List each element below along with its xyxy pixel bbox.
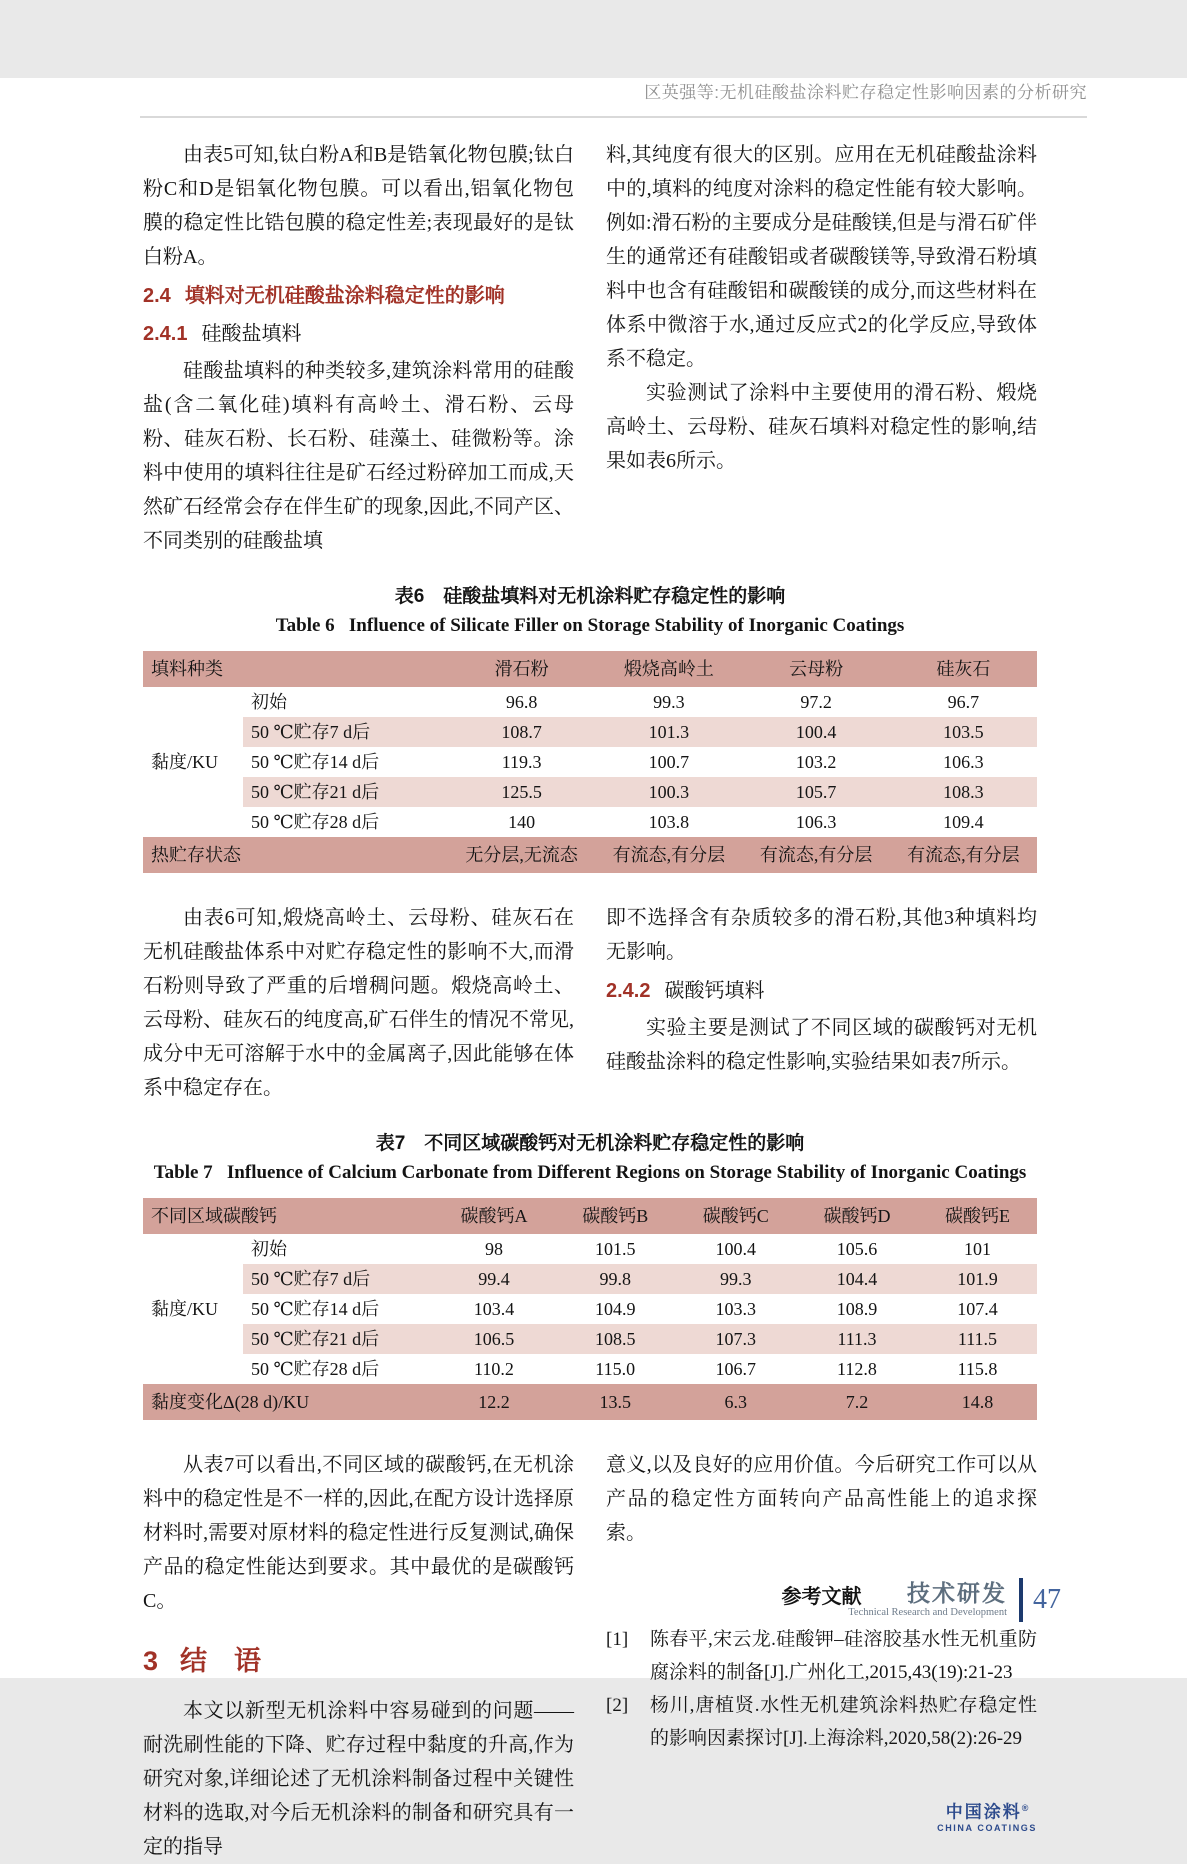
table-row-label: 初始 (251, 1239, 287, 1259)
text-row-1 (143, 138, 1037, 558)
text-row-2 (143, 901, 1037, 1105)
section-number: 3 (143, 1646, 159, 1676)
section-number: 2.4.1 (143, 323, 188, 345)
table-header-cell: 云母粉 (743, 651, 890, 687)
table-cell: 6.3 (675, 1384, 796, 1420)
section-heading-2-4-1 (143, 318, 574, 350)
table-header-cell: 碳酸钙D (796, 1198, 918, 1234)
paragraph-table5: 由表5可知,钛白粉A和B是锆氧化物包膜;钛白粉C和D是铝氧化物包膜。可以看出,铝氧化物包膜的稳定性比锆包膜的稳定性差;表现最好的是钛白粉A。 (143, 144, 574, 268)
registered-mark-icon: ® (1021, 1803, 1029, 1813)
reference-index: [2] (606, 1695, 629, 1716)
section-title: 硅酸盐填料 (201, 323, 302, 345)
section-title: 结 语 (180, 1646, 262, 1676)
table-cell: 107.4 (957, 1299, 998, 1319)
table-group-label: 黏度/KU (143, 1234, 243, 1384)
table-cell: 115.8 (957, 1359, 998, 1379)
table-cell: 106.3 (943, 752, 984, 772)
table-header-cell: 滑石粉 (448, 651, 595, 687)
table-cell: 无分层,无流态 (448, 837, 595, 873)
table-cell: 108.5 (555, 1324, 676, 1354)
table-row-label: 初始 (251, 692, 287, 712)
table-cell: 13.5 (555, 1384, 676, 1420)
paragraph-purity: 料,其纯度有很大的区别。应用在无机硅酸盐涂料中的,填料的纯度对涂料的稳定性能有较大影响。例如:滑石粉的主要成分是硅酸镁,但是与滑石矿伴生的通常还有硅酸铝或者碳酸镁等,导致滑石粉填料中也含有硅酸铝和碳酸镁的成分,而这些材料在体系中微溶于水,通过反应式2的化学反应,导致体系不稳定。 (606, 144, 1037, 370)
table-row (143, 1264, 1037, 1294)
table-cell: 有流态,有分层 (595, 837, 742, 873)
table-cell: 7.2 (796, 1384, 918, 1420)
table-row (143, 1354, 1037, 1384)
table-cell: 106.5 (433, 1324, 555, 1354)
footer-divider-bar (1019, 1578, 1023, 1622)
reference-index: [1] (606, 1629, 629, 1650)
table-cell: 104.4 (796, 1264, 918, 1294)
table-row (143, 1234, 1037, 1264)
table-cell: 112.8 (837, 1359, 877, 1379)
running-head: 区英强等:无机硅酸盐涂料贮存稳定性影响因素的分析研究 (644, 83, 1087, 102)
table-header-row (143, 651, 1037, 687)
left-column (143, 901, 574, 1105)
table-cell: 111.3 (796, 1324, 918, 1354)
section-heading-2-4 (143, 280, 574, 312)
table-header-cell: 碳酸钙C (675, 1198, 796, 1234)
reference-text: 陈春平,宋云龙.硅酸钾–硅溶胶基水性无机重防腐涂料的制备[J].广州化工,2015,43(19):21-23 (650, 1629, 1037, 1683)
section-number: 2.4 (143, 285, 171, 307)
table-cell: 101.5 (594, 1239, 636, 1259)
table-footer-row (143, 1384, 1037, 1420)
table-cell: 106.3 (795, 812, 837, 832)
table-cell: 101.9 (918, 1264, 1037, 1294)
table-row (143, 687, 1037, 717)
table-row-label: 50 ℃贮存28 d后 (251, 1359, 380, 1379)
table7-block (143, 1131, 1037, 1420)
references-title: 参考文献 (781, 1586, 862, 1608)
table-cell: 99.4 (433, 1264, 555, 1294)
table-row-label: 50 ℃贮存7 d后 (243, 717, 448, 747)
section-title: 碳酸钙填料 (664, 980, 765, 1002)
table7 (143, 1198, 1037, 1420)
page-number: 47 (1033, 1584, 1061, 1615)
table-cell: 99.8 (555, 1264, 676, 1294)
table-row (143, 717, 1037, 747)
left-column (143, 1448, 574, 1864)
table-cell: 100.4 (743, 717, 890, 747)
table-header-cell: 碳酸钙A (433, 1198, 555, 1234)
table-cell: 101 (963, 1239, 991, 1259)
table6-caption-cn: 表6 硅酸盐填料对无机涂料贮存稳定性的影响 (394, 586, 786, 607)
table-cell: 103.8 (648, 812, 690, 832)
table-cell: 103.2 (795, 752, 837, 772)
table-cell: 110.2 (474, 1359, 514, 1379)
department-label-cn: 技术研发 (907, 1580, 1007, 1606)
table-cell: 有流态,有分层 (890, 837, 1037, 873)
table-row (143, 747, 1037, 777)
logo-text-en: CHINA COATINGS (937, 1822, 1037, 1833)
table-cell: 103.4 (473, 1299, 515, 1319)
table-row (143, 1294, 1037, 1324)
table-row (143, 777, 1037, 807)
table-cell: 104.9 (594, 1299, 636, 1319)
table7-caption-en: Table 7 Influence of Calcium Carbonate from Different Regions on Storage Stability of Inorganic Coatings (153, 1162, 1027, 1183)
paragraph-no-talc: 即不选择含有杂质较多的滑石粉,其他3种填料均无影响。 (606, 907, 1037, 963)
right-column (606, 1448, 1037, 1864)
table-cell: 140 (508, 812, 536, 832)
table-cell: 14.8 (918, 1384, 1037, 1420)
table-cell: 108.9 (836, 1299, 878, 1319)
table-cell: 100.4 (715, 1239, 756, 1259)
table6-caption-en: Table 6 Influence of Silicate Filler on Storage Stability of Inorganic Coatings (275, 615, 905, 636)
page-footer (848, 1578, 1061, 1622)
table-cell: 103.5 (890, 717, 1037, 747)
section-title: 填料对无机硅酸盐涂料稳定性的影响 (184, 285, 505, 307)
table-row-label: 50 ℃贮存21 d后 (243, 777, 448, 807)
paragraph-caco3-intro: 实验主要是测试了不同区域的碳酸钙对无机硅酸盐涂料的稳定性影响,实验结果如表7所示。 (606, 1017, 1037, 1073)
logo-text-cn: 中国涂料 (945, 1802, 1022, 1822)
table-header-cell: 不同区域碳酸钙 (143, 1198, 433, 1234)
table-cell: 105.7 (743, 777, 890, 807)
table-cell: 111.5 (918, 1324, 1037, 1354)
right-column (606, 138, 1037, 558)
table-cell: 119.3 (501, 752, 542, 772)
table-cell: 115.0 (595, 1359, 636, 1379)
table-group-label: 黏度/KU (143, 687, 243, 837)
reference-text: 杨川,唐植贤.水性无机建筑涂料热贮存稳定性的影响因素探讨[J].上海涂料,2020,58(2):26-29 (650, 1695, 1037, 1749)
table-cell: 107.3 (675, 1324, 796, 1354)
table-header-cell: 硅灰石 (890, 651, 1037, 687)
table-cell: 108.3 (890, 777, 1037, 807)
table-cell: 99.3 (675, 1264, 796, 1294)
paragraph-conclusion-left: 本文以新型无机涂料中容易碰到的问题——耐洗刷性能的下降、贮存过程中黏度的升高,作为研究对象,详细论述了无机涂料制备过程中关键性材料的选取,对今后无机涂料的制备和研究具有一定的指导 (143, 1700, 574, 1858)
table6-block (143, 584, 1037, 873)
table-cell: 98 (484, 1239, 503, 1259)
table-cell: 有流态,有分层 (743, 837, 890, 873)
table-footer-row (143, 837, 1037, 873)
table-cell: 96.8 (505, 692, 538, 712)
section-heading-2-4-2 (606, 975, 1037, 1007)
reference-item (606, 1623, 1037, 1689)
table-cell: 103.3 (715, 1299, 756, 1319)
paragraph-test6: 实验测试了涂料中主要使用的滑石粉、煅烧高岭土、云母粉、硅灰石填料对稳定性的影响,结果如表6所示。 (606, 382, 1037, 472)
section-heading-3 (143, 1644, 574, 1678)
table-cell: 108.7 (448, 717, 595, 747)
paper-page (0, 78, 1187, 1858)
left-column (143, 138, 574, 558)
table-footer-label: 热贮存状态 (143, 837, 448, 873)
reference-item (606, 1689, 1037, 1755)
table-cell: 96.7 (947, 692, 980, 712)
table-header-cell: 碳酸钙B (555, 1198, 676, 1234)
table-cell: 125.5 (448, 777, 595, 807)
table-row-label: 50 ℃贮存28 d后 (251, 812, 380, 832)
table-cell: 99.3 (653, 692, 685, 712)
table-footer-label: 黏度变化Δ(28 d)/KU (143, 1384, 433, 1420)
table6 (143, 651, 1037, 873)
department-label-en: Technical Research and Development (848, 1607, 1007, 1618)
paragraph-table7-discuss: 从表7可以看出,不同区域的碳酸钙,在无机涂料中的稳定性是不一样的,因此,在配方设计选择原材料时,需要对原材料的稳定性进行反复测试,确保产品的稳定性能达到要求。其中最优的是碳酸钙C。 (143, 1454, 574, 1612)
paragraph-conclusion-right: 意义,以及良好的应用价值。今后研究工作可以从产品的稳定性方面转向产品高性能上的追求探索。 (606, 1454, 1037, 1544)
table-cell: 100.3 (595, 777, 742, 807)
table-header-row (143, 1198, 1037, 1234)
table7-caption-cn: 表7 不同区域碳酸钙对无机涂料贮存稳定性的影响 (375, 1133, 805, 1154)
table-row-label: 50 ℃贮存21 d后 (243, 1324, 433, 1354)
table-cell: 105.6 (836, 1239, 878, 1259)
table-cell: 109.4 (943, 812, 984, 832)
right-column (606, 901, 1037, 1105)
table-row (143, 807, 1037, 837)
table-header-cell: 填料种类 (143, 651, 448, 687)
table-row-label: 50 ℃贮存14 d后 (251, 1299, 380, 1319)
table-row (143, 1324, 1037, 1354)
table-header-cell: 碳酸钙E (918, 1198, 1037, 1234)
table-cell: 100.7 (648, 752, 690, 772)
table-cell: 12.2 (433, 1384, 555, 1420)
paragraph-silicate-intro: 硅酸盐填料的种类较多,建筑涂料常用的硅酸盐(含二氧化硅)填料有高岭土、滑石粉、云母粉、硅灰石粉、长石粉、硅藻土、硅微粉等。涂料中使用的填料往往是矿石经过粉碎加工而成,天然矿石经常会存在伴生矿的现象,因此,不同产区、不同类别的硅酸盐填 (143, 360, 574, 552)
table-cell: 106.7 (715, 1359, 756, 1379)
text-row-3 (143, 1448, 1037, 1864)
paragraph-table6-discuss: 由表6可知,煅烧高岭土、云母粉、硅灰石在无机硅酸盐体系中对贮存稳定性的影响不大,而滑石粉则导致了严重的后增稠问题。煅烧高岭土、云母粉、硅灰石的纯度高,矿石伴生的情况不常见,成分中无可溶解于水中的金属离子,因此能够在体系中稳定存在。 (143, 907, 574, 1099)
section-number: 2.4.2 (606, 980, 651, 1002)
table-cell: 97.2 (800, 692, 832, 712)
table-row-label: 50 ℃贮存7 d后 (243, 1264, 433, 1294)
table-header-cell: 煅烧高岭土 (595, 651, 742, 687)
china-coatings-logo (606, 1799, 1037, 1834)
table-row-label: 50 ℃贮存14 d后 (251, 752, 380, 772)
running-head-band (140, 78, 1087, 118)
table-cell: 101.3 (595, 717, 742, 747)
